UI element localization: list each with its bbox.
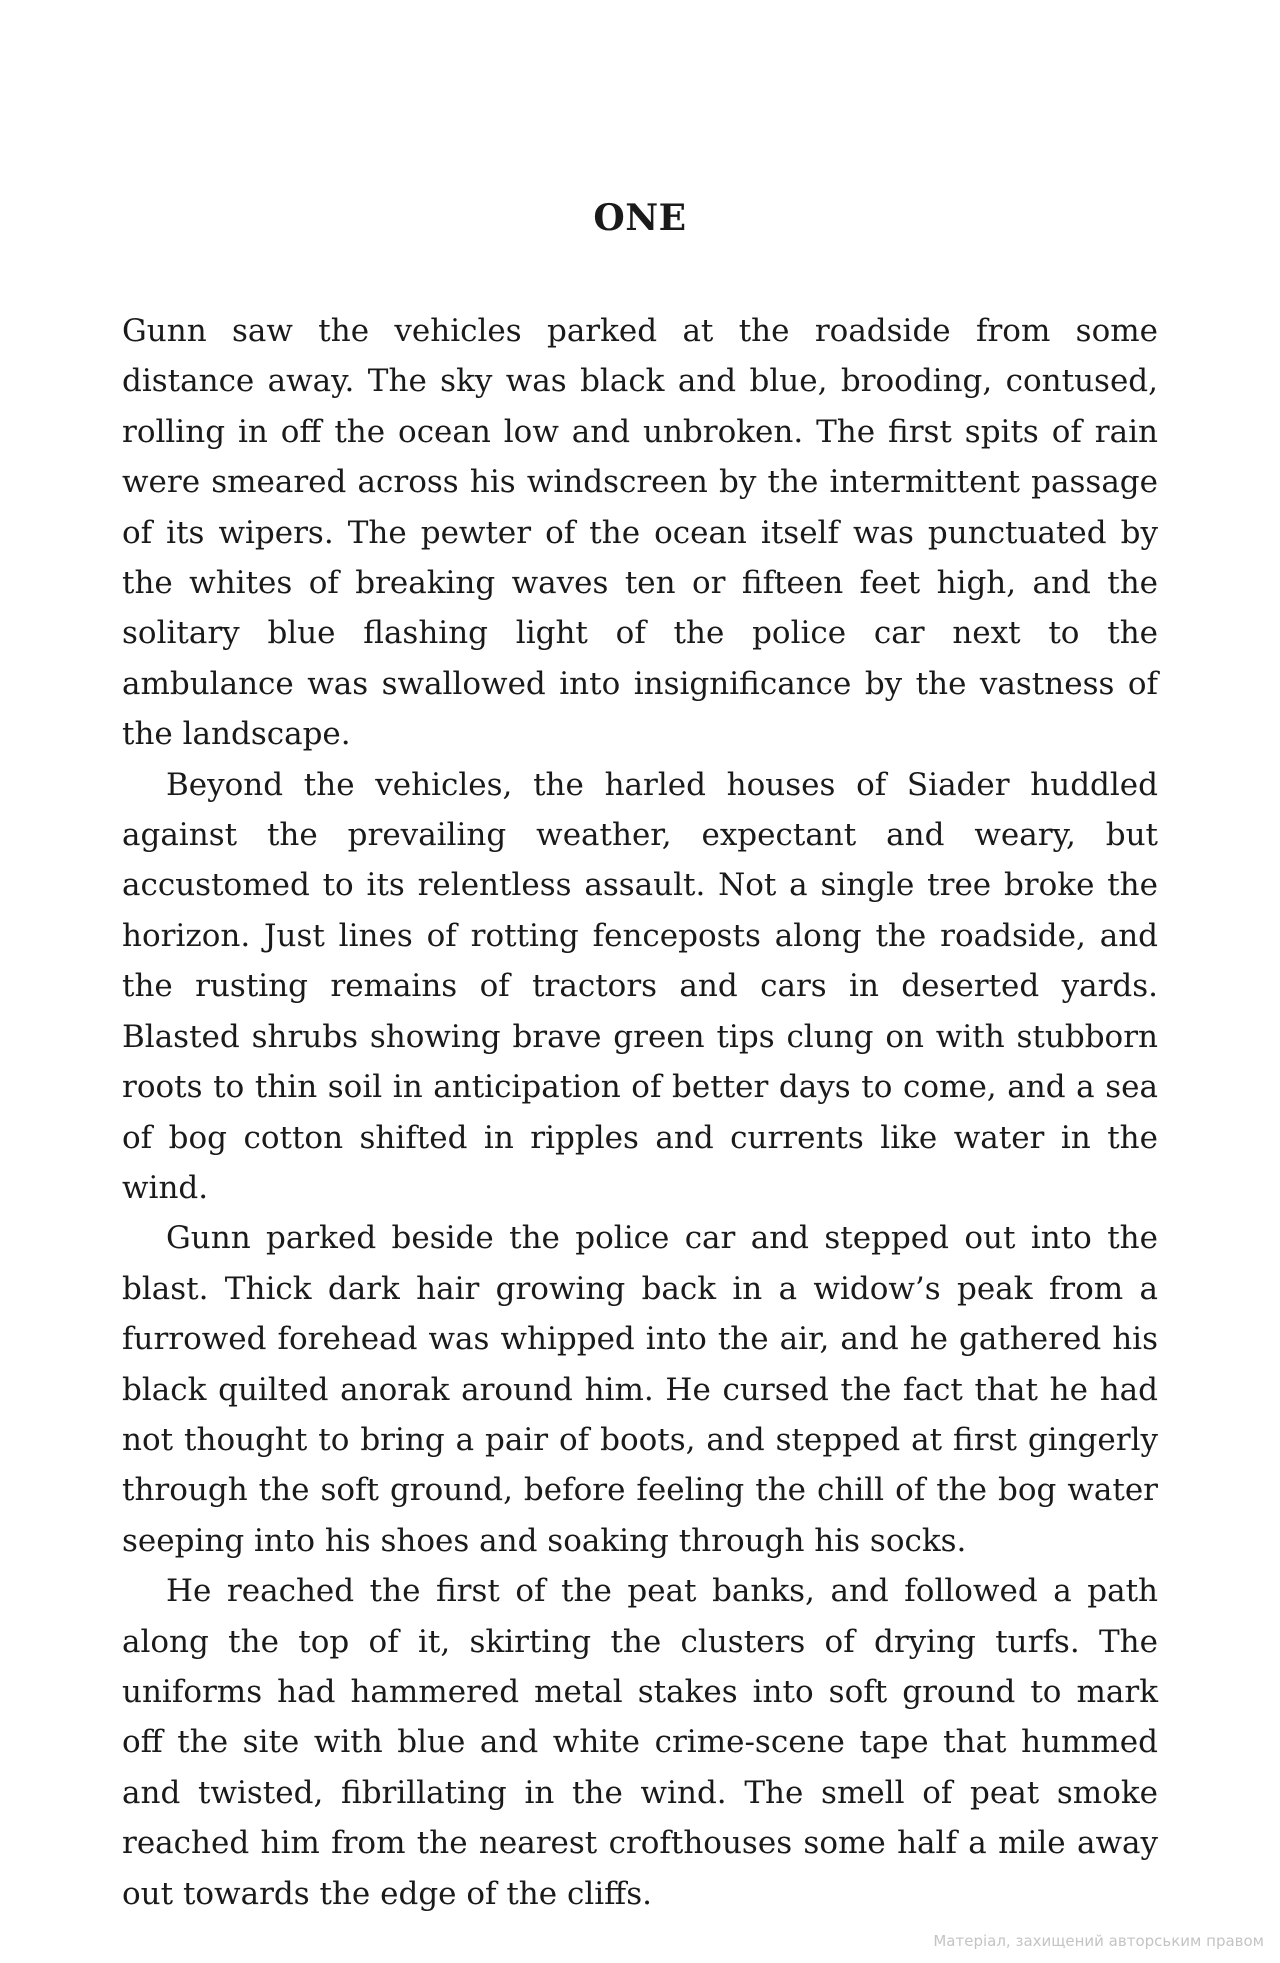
paragraph: Beyond the vehicles, the harled houses of Siader huddled against the prevailing weather, expectant and weary, but accustomed to its relentless assault. Not a single tree broke the horizon. Just lines of rotting fenceposts along the roadside, and the rusting remains of tractors and cars in deserted yards. Blasted shrubs showing brave green tips clung on with stubborn roots to thin soil in anticipation of better days to come, and a sea of bog cotton shifted in ripples and currents like water in the wind. xyxy=(122,766,1158,1206)
chapter-body xyxy=(122,306,1158,1919)
chapter-title: ONE xyxy=(593,197,687,239)
paragraph: Gunn saw the vehicles parked at the roadside from some distance away. The sky was black and blue, brooding, contused, rolling in off the ocean low and unbroken. The first spits of rain were smeared across his windscreen by the intermittent passage of its wipers. The pewter of the ocean itself was punctuated by the whites of breaking waves ten or fifteen feet high, and the solitary blue flashing light of the police car next to the ambulance was swallowed into insignificance by the vastness of the landscape. xyxy=(122,313,1158,753)
paragraph: He reached the first of the peat banks, and followed a path along the top of it, skirting the clusters of drying turfs. The uniforms had hammered metal stakes into soft ground to mark off the site with blue and white crime-scene tape that hummed and twisted, fibrillating in the wind. The smell of peat smoke reached him from the nearest crofthouses some half a mile away out towards the edge of the cliffs. xyxy=(122,1573,1158,1912)
paragraph: Gunn parked beside the police car and stepped out into the blast. Thick dark hair growing back in a widow’s peak from a furrowed forehead was whipped into the air, and he gathered his black quilted anorak around him. He cursed the fact that he had not thought to bring a pair of boots, and stepped at first gingerly through the soft ground, before feeling the chill of the bog water seeping into his shoes and soaking through his socks. xyxy=(122,1220,1158,1559)
copyright-watermark: Матеріал, захищений авторським правом xyxy=(933,1932,1264,1950)
